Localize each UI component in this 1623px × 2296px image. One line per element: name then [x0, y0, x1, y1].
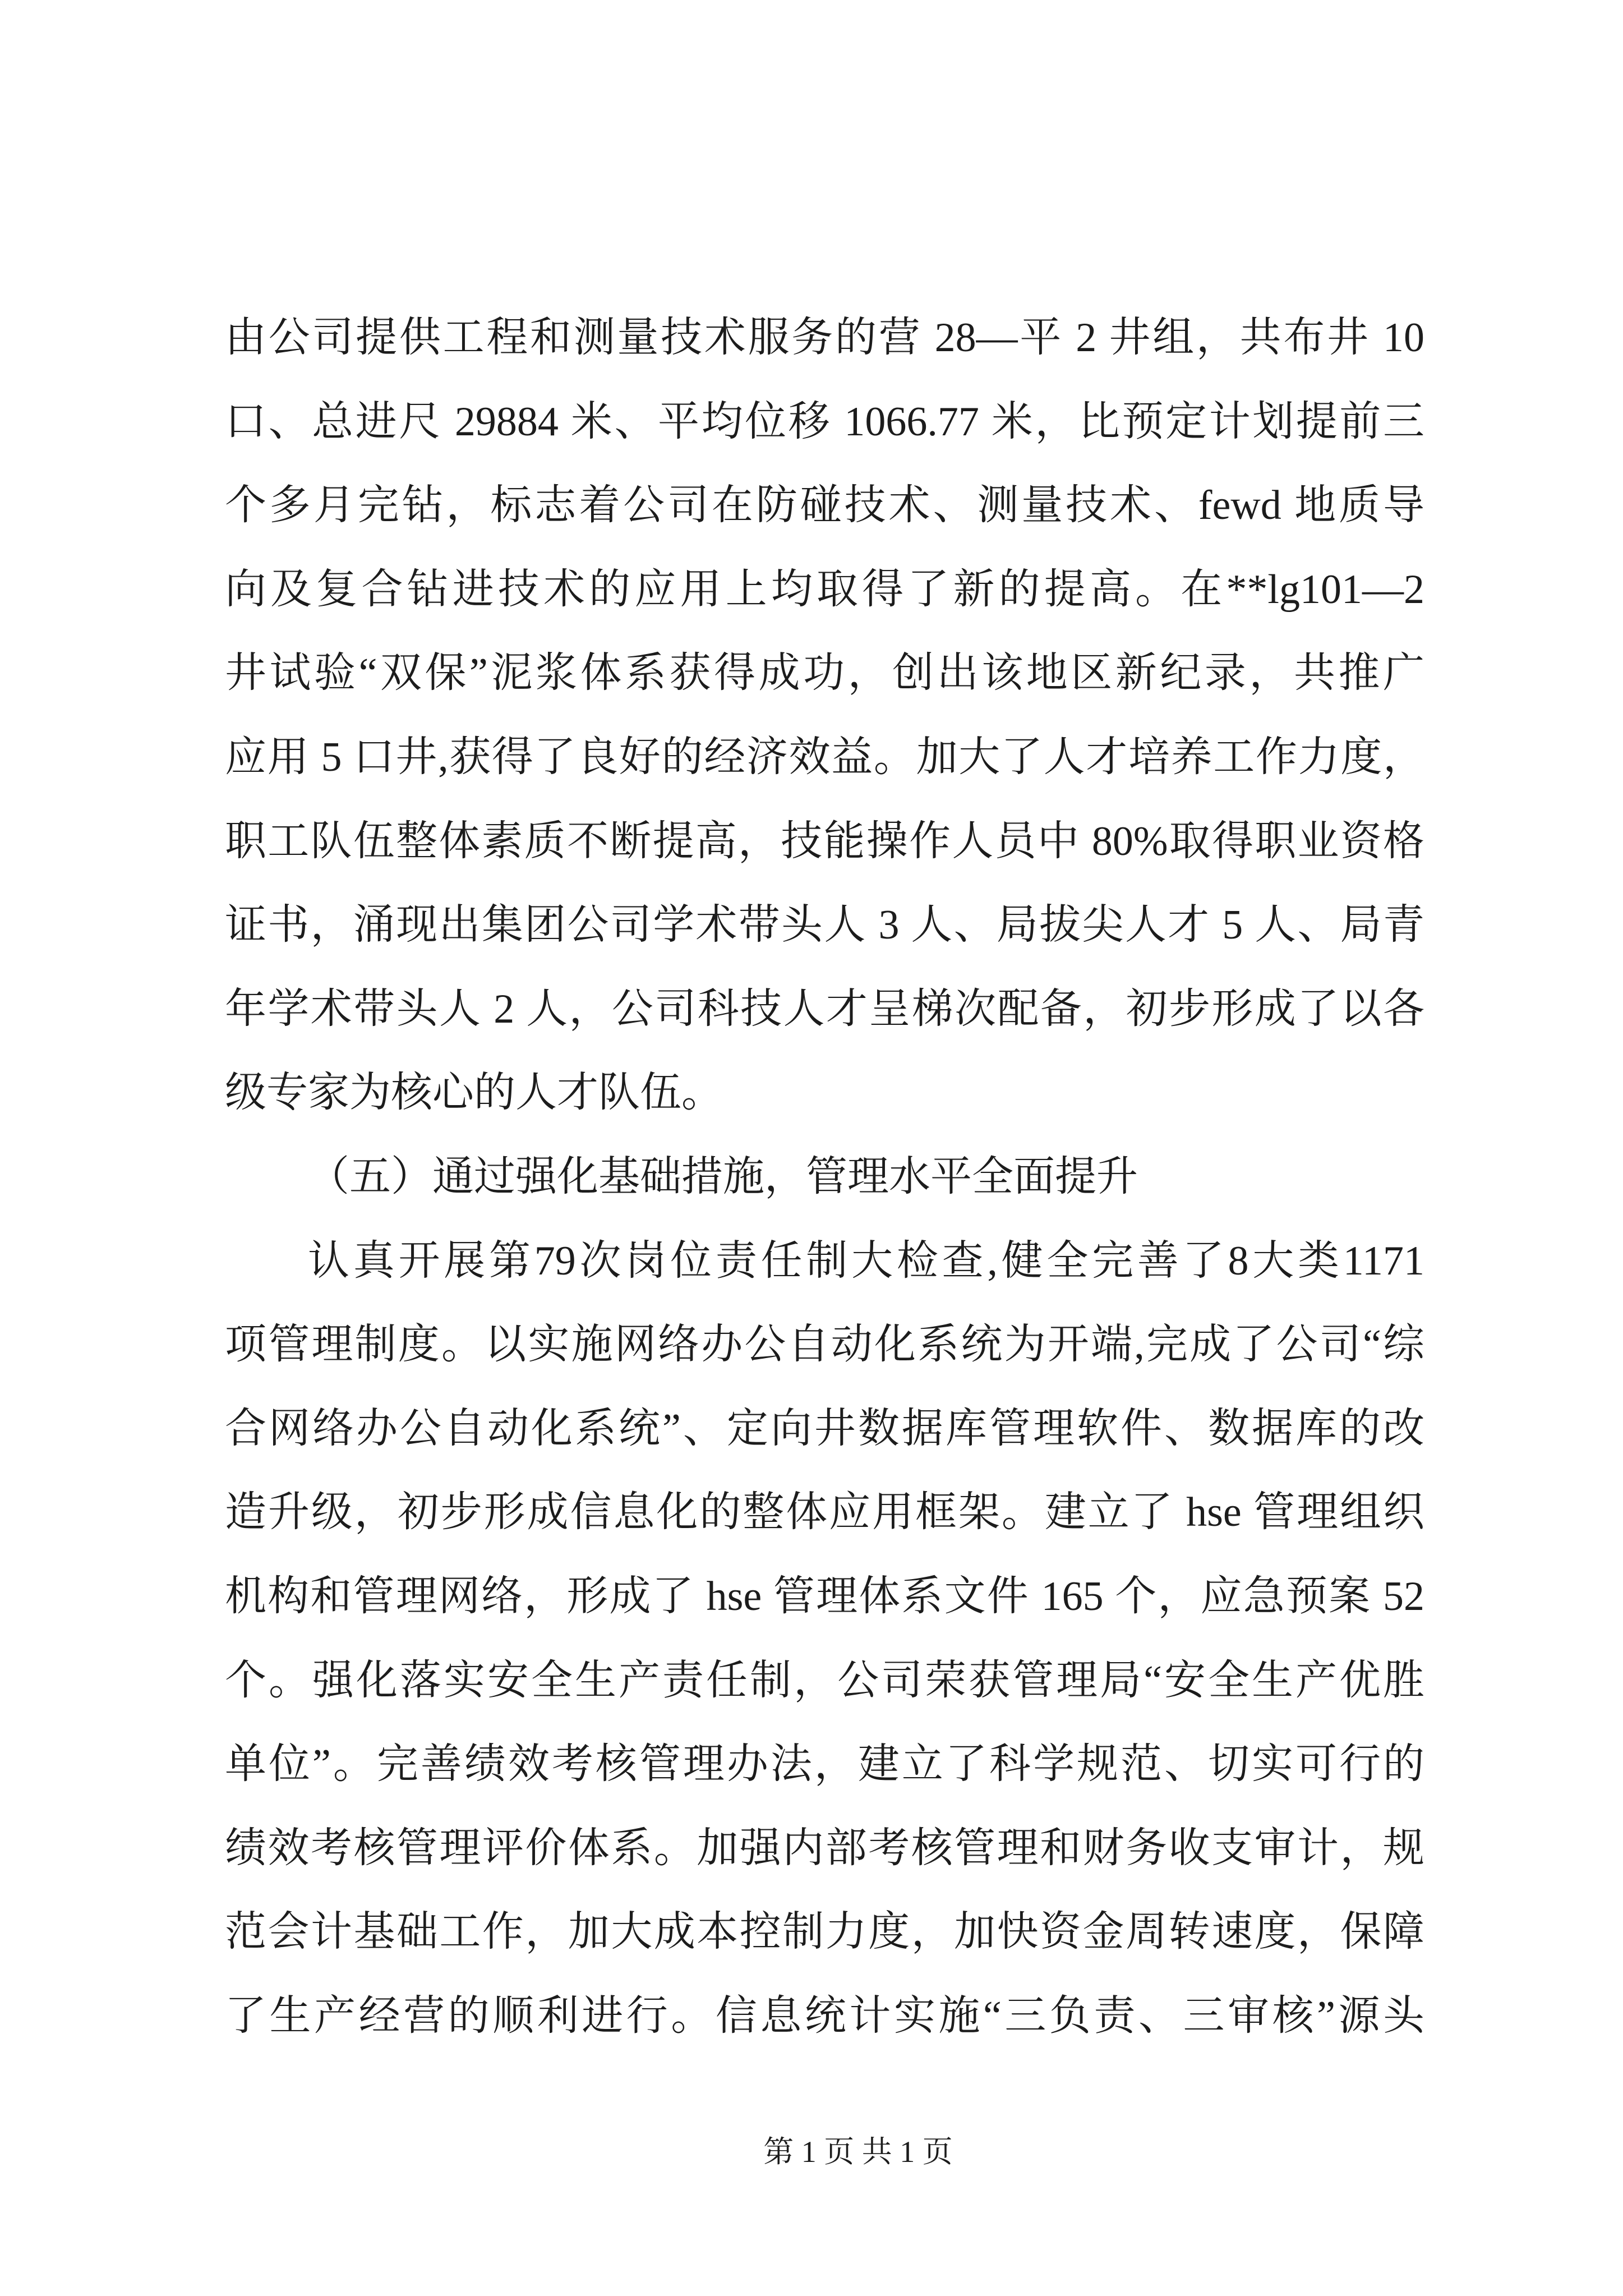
body-line: 口、总进尺 29884 米、平均位移 1066.77 米，比预定计划提前三 [225, 398, 1424, 445]
body-line: 范会计基础工作，加大成本控制力度，加快资金周转速度，保障 [225, 1909, 1424, 1955]
body-line: 机构和管理网络，形成了 hse 管理体系文件 165 个，应急预案 52 [225, 1573, 1424, 1619]
body-line: 职工队伍整体素质不断提高，技能操作人员中 80%取得职业资格 [225, 818, 1424, 864]
body-line: 个。强化落实安全生产责任制，公司荣获管理局“安全生产优胜 [225, 1657, 1424, 1704]
body-line: 项管理制度。以实施网络办公自动化系统为开端,完成了公司“综 [225, 1322, 1424, 1368]
body-paragraph-management [225, 1220, 1424, 2059]
body-line: 合网络办公自动化系统”、定向井数据库管理软件、数据库的改 [225, 1405, 1424, 1452]
body-paragraph-talent [225, 296, 1424, 1135]
body-line: 由公司提供工程和测量技术服务的营 28—平 2 井组，共布井 10 [225, 315, 1424, 361]
body-line: 认真开展第79次岗位责任制大检查,健全完善了8大类1171 [308, 1237, 1424, 1284]
body-line: 了生产经营的顺利进行。信息统计实施“三负责、三审核”源头 [225, 1993, 1424, 2039]
body-line: 个多月完钻，标志着公司在防碰技术、测量技术、fewd 地质导 [225, 482, 1424, 529]
section-heading: （五）通过强化基础措施，管理水平全面提升 [308, 1154, 1138, 1200]
body-line: 绩效考核管理评价体系。加强内部考核管理和财务收支审计，规 [225, 1825, 1424, 1871]
body-line: 单位”。完善绩效考核管理办法，建立了科学规范、切实可行的 [225, 1741, 1424, 1788]
body-line: 级专家为核心的人才队伍。 [225, 1070, 723, 1116]
body-line: 向及复合钻进技术的应用上均取得了新的提高。在**lg101—2 [225, 566, 1424, 613]
body-line: 年学术带头人 2 人，公司科技人才呈梯次配备，初步形成了以各 [225, 986, 1424, 1032]
body-line: 造升级，初步形成信息化的整体应用框架。建立了 hse 管理组织 [225, 1489, 1424, 1536]
body-line: 应用 5 口井,获得了良好的经济效益。加大了人才培养工作力度， [225, 734, 1424, 780]
page-number-footer: 第 1 页 共 1 页 [763, 2135, 953, 2169]
body-line: 井试验“双保”泥浆体系获得成功，创出该地区新纪录，共推广 [225, 650, 1424, 697]
section-heading-block [225, 1135, 1424, 1220]
body-line: 证书，涌现出集团公司学术带头人 3 人、局拔尖人才 5 人、局青 [225, 902, 1424, 949]
